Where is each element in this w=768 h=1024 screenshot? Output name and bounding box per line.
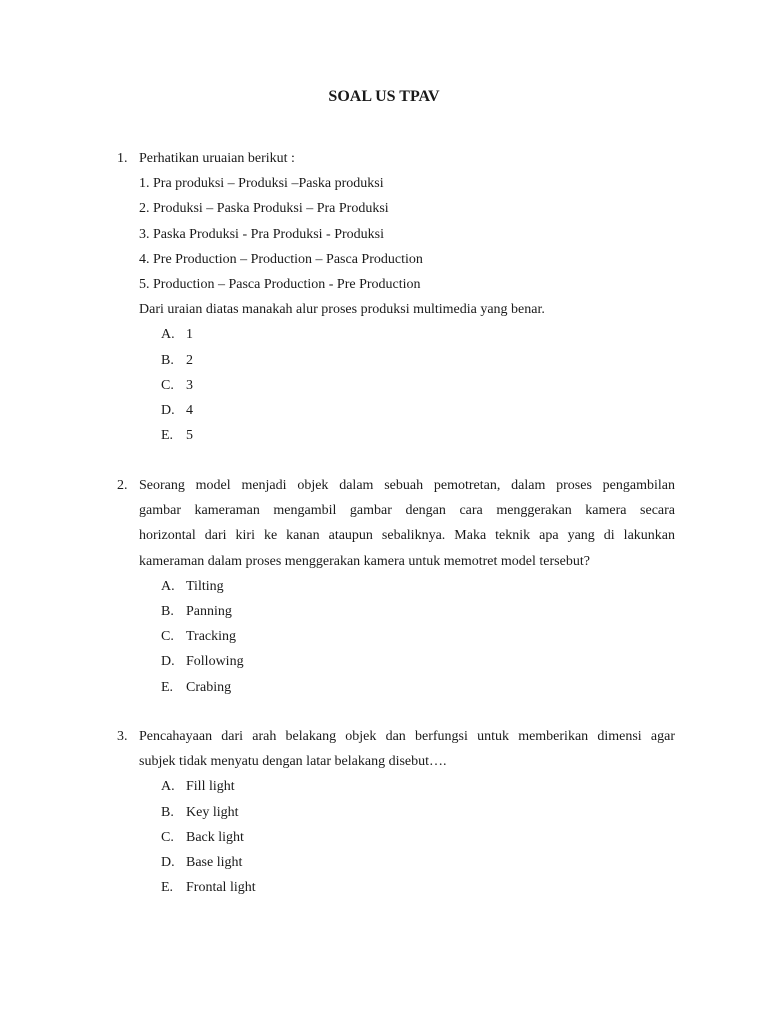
option-e xyxy=(161,875,675,900)
option-text: 5 xyxy=(186,428,193,444)
option-b xyxy=(161,599,675,624)
option-d xyxy=(161,398,675,423)
option-text: 1 xyxy=(186,327,193,343)
question-text-line: horizontal dari kiri ke kanan ataupun sebaliknya. Maka teknik apa yang di lakunkan xyxy=(139,528,675,544)
option-c xyxy=(161,825,675,850)
option-text: Fill light xyxy=(186,779,235,795)
question-text-line: gambar kameraman mengambil gambar dengan cara menggerakan kamera secara xyxy=(139,503,675,519)
question-text: Dari uraian diatas manakah alur proses produksi multimedia yang benar. xyxy=(139,302,545,318)
option-text: 3 xyxy=(186,377,193,393)
option-letter: E. xyxy=(161,880,174,896)
option-letter: D. xyxy=(161,402,175,418)
question-text-line: Seorang model menjadi objek dalam sebuah pemotretan, dalam proses pengambilan xyxy=(139,478,675,493)
sequence-item: 3. Paska Produksi - Pra Produksi - Produksi xyxy=(139,226,385,242)
option-b xyxy=(161,348,675,373)
option-a xyxy=(161,322,675,347)
question-text-line: Pencahayaan dari arah belakang objek dan berfungsi untuk memberikan dimensi agar xyxy=(139,729,675,744)
question-1 xyxy=(117,146,675,448)
option-c xyxy=(161,624,675,649)
question-text xyxy=(139,473,675,498)
question-number: 2. xyxy=(117,478,128,493)
option-letter: A. xyxy=(161,779,175,795)
question-text: subjek tidak menyatu dengan latar belakang disebut…. xyxy=(139,754,447,770)
option-letter: D. xyxy=(161,854,175,870)
option-e xyxy=(161,675,675,700)
question-text: Perhatikan uruaian berikut : xyxy=(139,151,295,166)
option-text: Crabing xyxy=(186,679,232,695)
sequence-item: 2. Produksi – Paska Produksi – Pra Produksi xyxy=(139,201,389,217)
option-text: Following xyxy=(186,654,244,670)
option-letter: E. xyxy=(161,428,174,444)
option-text: Frontal light xyxy=(186,880,256,896)
option-text: Tracking xyxy=(186,629,237,645)
option-b xyxy=(161,800,675,825)
option-a xyxy=(161,774,675,799)
option-d xyxy=(161,850,675,875)
option-text: 2 xyxy=(186,352,193,368)
option-letter: A. xyxy=(161,578,175,594)
option-d xyxy=(161,649,675,674)
question-3 xyxy=(117,724,675,900)
option-text: Base light xyxy=(186,854,243,870)
question-number: 3. xyxy=(117,729,128,744)
option-text: 4 xyxy=(186,402,193,418)
question-text: kameraman dalam proses menggerakan kamera untuk memotret model tersebut? xyxy=(139,553,590,569)
option-text: Key light xyxy=(186,804,239,820)
question-2 xyxy=(117,473,675,700)
option-letter: B. xyxy=(161,603,174,619)
sequence-item: 5. Production – Pasca Production - Pre Production xyxy=(139,276,421,292)
sequence-item: 4. Pre Production – Production – Pasca Production xyxy=(139,251,423,267)
question-text xyxy=(139,498,675,523)
option-letter: C. xyxy=(161,629,174,645)
option-letter: C. xyxy=(161,829,174,845)
option-letter: B. xyxy=(161,352,174,368)
option-letter: B. xyxy=(161,804,174,820)
option-text: Panning xyxy=(186,603,232,619)
question-number: 1. xyxy=(117,151,128,166)
sequence-item: 1. Pra produksi – Produksi –Paska produksi xyxy=(139,176,384,192)
option-letter: C. xyxy=(161,377,174,393)
question-text xyxy=(139,724,675,749)
option-letter: D. xyxy=(161,654,175,670)
option-a xyxy=(161,574,675,599)
option-letter: E. xyxy=(161,679,174,695)
option-text: Tilting xyxy=(186,578,224,594)
question-text xyxy=(139,523,675,548)
option-c xyxy=(161,373,675,398)
option-e xyxy=(161,423,675,448)
option-text: Back light xyxy=(186,829,244,845)
document-title: SOAL US TPAV xyxy=(328,88,440,105)
option-letter: A. xyxy=(161,327,175,343)
